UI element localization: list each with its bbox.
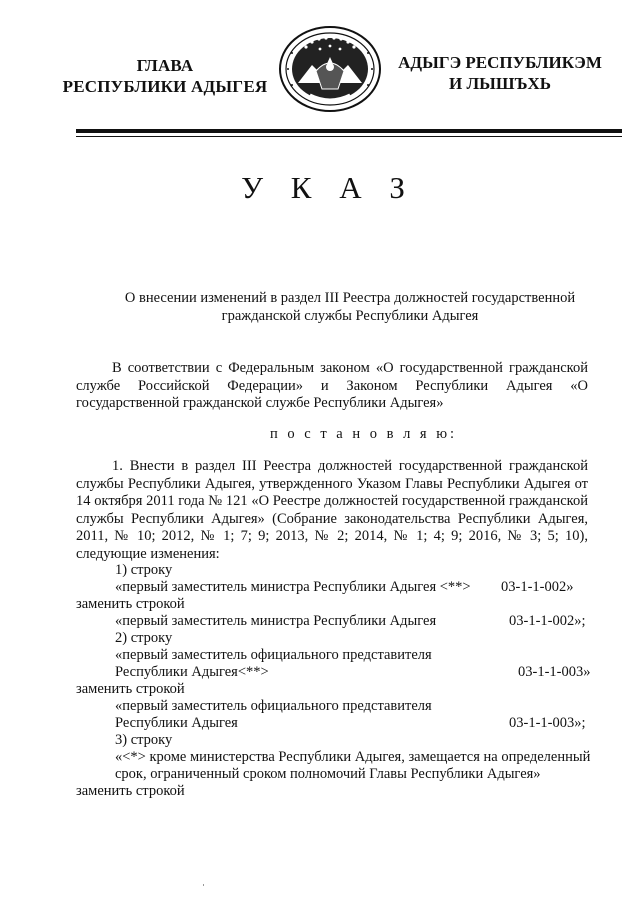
title-line-2: гражданской службы Республики Адыгея (221, 308, 479, 324)
sub-item-1-old-row: «первый заместитель министра Республики Адыгея <**> (115, 579, 471, 595)
sub-item-1-old-code: 03-1-1-002» (501, 579, 574, 595)
sub-item-3: 3) строку (115, 732, 173, 748)
decree-word: п о с т а н о в л я ю: (270, 426, 458, 442)
sub-item-3-row-b: срок, ограниченный сроком полномочий Главы Республики Адыгея» (115, 766, 541, 782)
header-rule-thick (76, 129, 622, 133)
header-rule-thin (76, 136, 622, 137)
sub-item-1-new-code: 03-1-1-002»; (509, 613, 586, 629)
sub-item-2-new-row-b: Республики Адыгея (115, 715, 238, 731)
sub-item-2-old-row-b: Республики Адыгея<**> (115, 664, 269, 680)
title-line-1: О внесении изменений в раздел III Реестра должностей государственной (124, 290, 576, 306)
sub-item-2-new-row-a: «первый заместитель официального представителя (115, 698, 432, 714)
document-title (90, 289, 610, 325)
replace-1-text: заменить строкой (76, 596, 185, 612)
sub-item-2-old-code: 03-1-1-003» (518, 664, 591, 680)
replace-3-text: заменить строкой (76, 783, 185, 799)
document-type-heading: У К А З (241, 170, 415, 205)
issuer-title-russian (50, 55, 280, 97)
issuer-adyghe-line-1: АДЫГЭ РЕСПУБЛИКЭМ (398, 53, 602, 72)
issuer-line-2: РЕСПУБЛИКИ АДЫГЕЯ (62, 77, 268, 96)
item-1-paragraph: 1. Внести в раздел III Реестра должностей государственной гражданской службы Республики Адыгея, утвержденного Указом Главы Республики Адыгея от 14 октября 2011 года № 121 «О Реестре должностей государственной гражданской службы Республики Адыгея» (Собрание законодательства Республики Адыгея, 2011, № 10; 2012, № 1; 7; 9; 2013, № 2; 2014, № 1; 4; 9; 2016, № 3; 5; 10), следующие изменения: (76, 458, 588, 562)
sub-item-2-new-code: 03-1-1-003»; (509, 715, 586, 731)
replace-2-text: заменить строкой (76, 681, 185, 697)
sub-item-1-new-row: «первый заместитель министра Республики Адыгея (115, 613, 437, 629)
coat-of-arms-icon (276, 25, 384, 113)
issuer-adyghe-line-2: И ЛЫШЪХЬ (448, 74, 552, 93)
issuer-title-adyghe (385, 52, 615, 94)
issuer-line-1: ГЛАВА (136, 56, 194, 75)
sub-item-1: 1) строку (115, 562, 173, 578)
sub-item-2-old-row-a: «первый заместитель официального представителя (115, 647, 432, 663)
scan-speck (203, 884, 204, 886)
sub-item-3-row-a: «<*> кроме министерства Республики Адыгея, замещается на определенный (115, 749, 591, 765)
sub-item-2: 2) строку (115, 630, 173, 646)
preamble-paragraph: В соответствии с Федеральным законом «О государственной гражданской службе Российской Федерации» и Законом Республики Адыгея «О государственной гражданской службе Республики Адыгея» (76, 360, 588, 411)
